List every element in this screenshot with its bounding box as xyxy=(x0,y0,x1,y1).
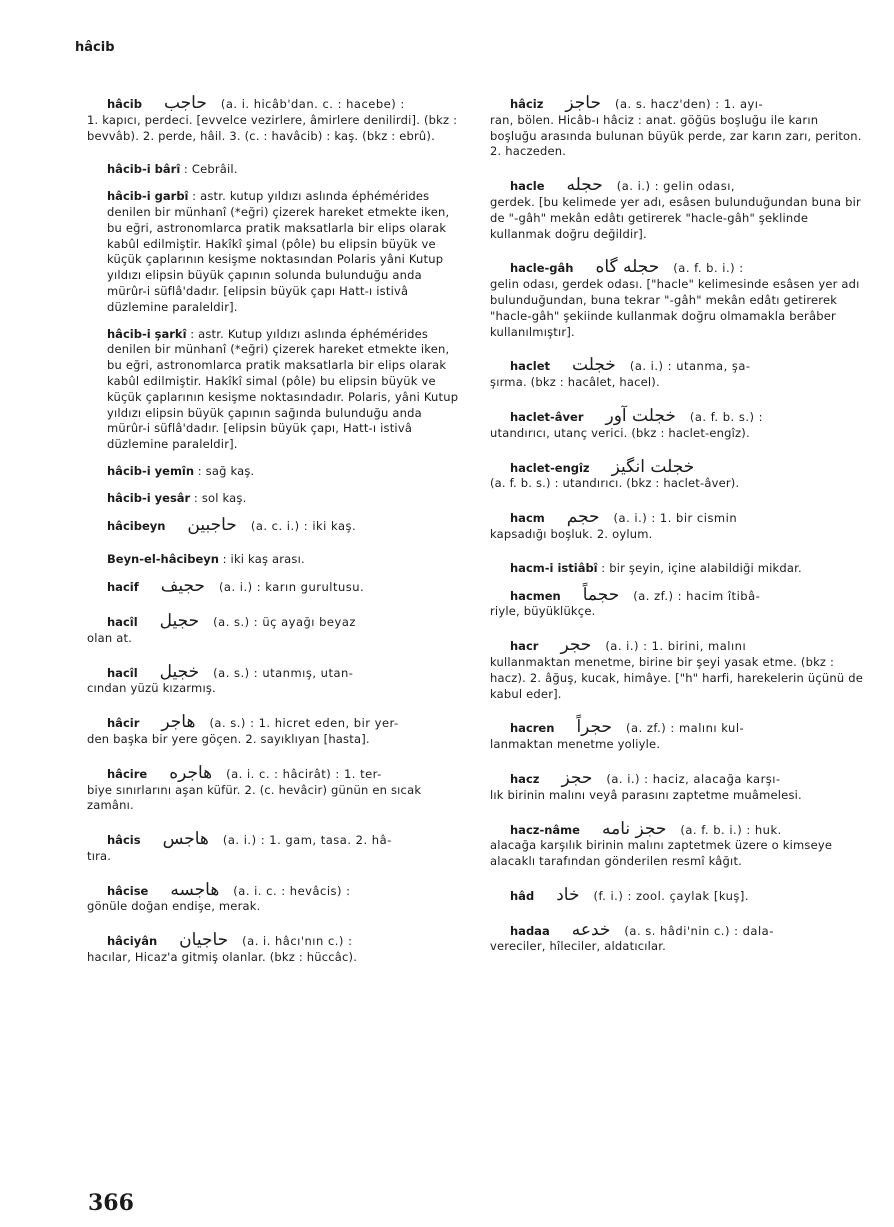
dictionary-entry xyxy=(490,818,866,870)
arabic-script: خجلت انگيز xyxy=(611,456,695,477)
arabic-script: حجراً xyxy=(576,717,613,738)
headword: hacmen xyxy=(510,588,561,603)
dictionary-entry xyxy=(87,491,462,507)
arabic-script: حجيل xyxy=(159,610,200,631)
dictionary-entry xyxy=(87,93,462,144)
definition-text: (a. f. b. s.) : utandırıcı. (bkz : haclet-âver). xyxy=(490,476,740,491)
headword: hacîl xyxy=(107,614,138,629)
grammar-note: (f. i.) : zool. çaylak [kuş]. xyxy=(593,888,750,903)
headword: haclet-âver xyxy=(510,409,584,424)
entry-heading-line xyxy=(87,829,462,850)
definition-text: gelin odası, gerdek odası. ["hacle" kelimesinde esâsen yer adı bulunduğundan, buna tekrar "-gâh" mekân edâtı getirerek "hacle-gâh" şekiinde kullanmak doğru olmamakla berâber kullanılmıştır]. xyxy=(490,277,860,339)
grammar-note: (a. s.) : utanmış, utan- xyxy=(213,665,354,680)
definition-text: den başka bir yere göçen. 2. sayıklıyan [hasta]. xyxy=(87,731,370,746)
headword: hacîl xyxy=(107,665,138,680)
headword: hâcib-i şarkî xyxy=(107,326,187,341)
arabic-script: هاجر xyxy=(161,712,196,733)
arabic-script: حاجيان xyxy=(179,930,229,951)
headword: hacren xyxy=(510,721,555,736)
headword: hâcib-i bârî xyxy=(107,162,181,177)
headword: hacz-nâme xyxy=(510,822,580,837)
grammar-note: (a. i. hicâb'dan. c. : hacebe) : xyxy=(220,97,405,111)
entry-heading-line xyxy=(490,257,866,278)
entry-heading-line xyxy=(87,930,462,951)
definition-text: kapsadığı boşluk. 2. oylum. xyxy=(490,526,653,541)
entry-heading-line xyxy=(490,456,866,477)
entry-heading-line xyxy=(87,464,462,480)
running-head: hâcib xyxy=(75,40,115,55)
entry-heading-line xyxy=(490,717,866,738)
arabic-script: خجلت xyxy=(572,355,616,376)
dictionary-entry xyxy=(87,879,462,916)
dictionary-entry xyxy=(87,829,462,865)
entry-heading-line xyxy=(490,405,866,426)
grammar-note: (a. i. hâcı'nın c.) : xyxy=(242,934,353,949)
definition-text: vereciler, hîleciler, aldatıcılar. xyxy=(490,939,667,954)
grammar-note: (a. s.) : 1. hicret eden, bir yer- xyxy=(209,716,399,731)
dictionary-entry xyxy=(490,93,866,160)
grammar-note: (a. f. b. i.) : huk. xyxy=(680,822,782,837)
headword: haclet-engîz xyxy=(510,460,590,475)
entry-heading-line xyxy=(87,879,462,900)
entry-heading-line xyxy=(87,491,462,507)
grammar-note: (a. zf.) : hacim îtibâ- xyxy=(633,588,761,603)
arabic-script: هاجره xyxy=(169,762,213,783)
entry-heading-line xyxy=(87,661,462,682)
headword: hacle xyxy=(510,179,545,194)
definition-text: ran, bölen. Hicâb-ı hâciz : anat. göğüs boşluğu ile karın boşluğu arasında bulunan büyük perde, zar karın zarı, periton. 2. haczeden. xyxy=(490,112,862,159)
entry-heading-line xyxy=(87,552,462,568)
dictionary-entry xyxy=(87,552,462,568)
headword: hâciz xyxy=(510,97,544,111)
dictionary-entry xyxy=(87,162,462,178)
entry-heading-line xyxy=(87,93,462,113)
definition-text: lık birinin malını veyâ parasını zaptetme muâmelesi. xyxy=(490,787,802,802)
dictionary-entry xyxy=(87,576,462,597)
definition-text: cından yüzü kızarmış. xyxy=(87,681,216,696)
definition-text: gönüle doğan endişe, merak. xyxy=(87,899,261,914)
entry-heading-line xyxy=(490,884,866,905)
dictionary-entry xyxy=(490,355,866,391)
grammar-note: (a. i.) : 1. birini, malını xyxy=(605,639,747,654)
definition-text: tıra. xyxy=(87,848,112,863)
dictionary-entry xyxy=(490,884,866,905)
arabic-script: حجم xyxy=(566,507,600,528)
headword: hâcib-i yemîn xyxy=(107,463,195,478)
arabic-script: خدعه xyxy=(571,919,611,940)
entry-heading-line xyxy=(87,189,462,315)
dictionary-entry xyxy=(490,635,866,702)
arabic-script: حاجبين xyxy=(187,514,237,535)
entry-heading-line xyxy=(490,355,866,376)
dictionary-entry xyxy=(490,257,866,340)
dictionary-entry xyxy=(490,584,866,621)
definition-text: 1. kapıcı, perdeci. [evvelce vezirlere, âmirlere denilirdi]. (bkz : bevvâb). 2. perde, hâil. 3. (c. : havâcib) : kaş. (bkz : ebrû). xyxy=(87,112,458,143)
definition-text: utandırıcı, utanç verici. (bkz : haclet-engîz). xyxy=(490,425,750,440)
headword: hacr xyxy=(510,639,539,654)
dictionary-entry xyxy=(490,456,866,493)
definition-text: : sol kaş. xyxy=(193,490,247,505)
headword: Beyn-el-hâcibeyn xyxy=(107,552,219,567)
dictionary-entry xyxy=(87,762,462,814)
entry-heading-line xyxy=(490,584,866,605)
grammar-note: (a. i.) : gelin odası, xyxy=(616,179,736,194)
grammar-note: (a. s.) : üç ayağı beyaz xyxy=(213,614,356,629)
arabic-script: حجماً xyxy=(582,584,620,605)
headword: hâcib xyxy=(107,97,142,111)
arabic-script: حاجز xyxy=(565,93,601,113)
definition-text: kullanmaktan menetme, birine bir şeyi yasak etme. (bkz : hacz). 2. âğuş, kucak, himâye. ["h" harfi, harekelerin üçünü de kabul eder]. xyxy=(490,654,864,701)
entry-heading-line xyxy=(490,767,866,788)
grammar-note: (a. s. hacz'den) : 1. ayı- xyxy=(614,97,764,111)
grammar-note: (a. i.) : karın gurultusu. xyxy=(218,580,365,595)
grammar-note: (a. i. c. : hâcirât) : 1. ter- xyxy=(226,766,382,781)
headword: hâd xyxy=(510,888,535,903)
definition-text: : Cebrâil. xyxy=(183,162,238,177)
right-column xyxy=(490,93,866,973)
entry-heading-line xyxy=(87,514,462,535)
dictionary-entry xyxy=(490,767,866,804)
grammar-note: (a. zf.) : malını kul- xyxy=(626,721,745,736)
headword: hâciyân xyxy=(107,934,158,949)
dictionary-entry xyxy=(490,507,866,543)
grammar-note: (a. c. i.) : iki kaş. xyxy=(250,518,357,533)
grammar-note: (a. f. b. i.) : xyxy=(673,261,744,276)
arabic-script: حاجب xyxy=(163,93,207,113)
entry-heading-line xyxy=(490,175,866,196)
entry-heading-line xyxy=(87,327,462,453)
arabic-script: هاجس xyxy=(162,829,209,850)
dictionary-entry xyxy=(87,327,462,453)
headword: haclet xyxy=(510,359,551,374)
dictionary-entry xyxy=(490,175,866,242)
definition-text: şırma. (bkz : hacâlet, hacel). xyxy=(490,375,660,390)
arabic-script: حجز xyxy=(561,767,593,788)
left-column xyxy=(87,93,462,984)
entry-heading-line xyxy=(490,93,866,113)
entry-heading-line xyxy=(490,818,866,839)
headword: hâcise xyxy=(107,883,149,898)
headword: hacle-gâh xyxy=(510,261,574,276)
dictionary-entry xyxy=(87,464,462,480)
definition-text: hacılar, Hicaz'a gitmiş olanlar. (bkz : hüccâc). xyxy=(87,950,358,965)
arabic-script: هاجسه xyxy=(170,879,220,900)
headword: hâcir xyxy=(107,716,140,731)
headword: hâcib-i yesâr xyxy=(107,490,191,505)
headword: hacm xyxy=(510,511,545,526)
dictionary-entry xyxy=(87,514,462,535)
definition-text: : astr. kutup yıldızı aslında éphémérides denilen bir münhanî (*eğri) çizerek hareket etmekte iken, bu eğri, astronomlarca pratik maksatlarla bir elips olarak kabûl edilmiştir. Hakîkî şimal (pôle) bu elipsin büyük ve küçük çaplarının kesişme noktasından Polaris yâni Kutup yıldızı elipsin büyük çapının solunda bulunduğu anda mürûr-i süflâ'dadır. [elipsin büyük çapı Hatt-ı istivâ düzlemine paraleldir]. xyxy=(107,189,450,314)
dictionary-entry xyxy=(87,189,462,315)
entry-heading-line xyxy=(87,162,462,178)
grammar-note: (a. i.) : utanma, şa- xyxy=(629,359,751,374)
definition-text: : bir şeyin, içine alabildiği mikdar. xyxy=(601,560,802,575)
definition-text: alacağa karşılık birinin malını zaptetmek üzere o kimseye alacaklı tarafından gönderilen resmî kâğıt. xyxy=(490,838,833,869)
entry-heading-line xyxy=(490,507,866,528)
dictionary-entry xyxy=(87,610,462,647)
arabic-script: حجله گاه xyxy=(595,257,660,278)
grammar-note: (a. i.) : 1. bir cismin xyxy=(613,511,738,526)
definition-text: lanmaktan menetme yoliyle. xyxy=(490,737,661,752)
dictionary-entry xyxy=(490,919,866,956)
arabic-script: خجيل xyxy=(159,661,200,682)
entry-heading-line xyxy=(87,610,462,631)
arabic-script: حجر xyxy=(560,635,592,656)
arabic-script: حجيف xyxy=(160,576,205,597)
arabic-script: حجز نامه xyxy=(601,818,667,839)
definition-text: gerdek. [bu kelimede yer adı, esâsen bulunduğundan buna bir de "-gâh" mekân edâtı getirerek "hacle-gâh" şeklinde kullanmak doğru değildir]. xyxy=(490,194,861,241)
arabic-script: حجله xyxy=(566,175,603,196)
arabic-script: خاد xyxy=(556,884,580,905)
entry-heading-line xyxy=(490,635,866,656)
headword: hâcib-i garbî xyxy=(107,189,189,204)
dictionary-entry xyxy=(87,712,462,748)
grammar-note: (a. i.) : 1. gam, tasa. 2. hâ- xyxy=(222,833,392,848)
headword: hâcire xyxy=(107,766,148,781)
page-number: 366 xyxy=(88,1190,134,1216)
entry-heading-line xyxy=(87,712,462,733)
entry-heading-line xyxy=(490,919,866,940)
headword: hâcis xyxy=(107,833,141,848)
grammar-note: (a. f. b. s.) : xyxy=(689,409,764,424)
grammar-note: (a. s. hâdi'nin c.) : dala- xyxy=(624,923,774,938)
entry-heading-line xyxy=(87,762,462,783)
definition-text: : sağ kaş. xyxy=(197,463,255,478)
dictionary-entry xyxy=(490,717,866,753)
definition-text: biye sınırlarını aşan küfür. 2. (c. hevâcir) günün en sıcak zamânı. xyxy=(87,782,422,813)
dictionary-entry xyxy=(490,405,866,442)
definition-text: riyle, büyüklükçe. xyxy=(490,604,596,619)
arabic-script: خجلت آور xyxy=(605,405,676,426)
definition-text: olan at. xyxy=(87,630,133,645)
grammar-note: (a. i. c. : hevâcis) : xyxy=(233,883,351,898)
headword: hacif xyxy=(107,580,139,595)
dictionary-entry xyxy=(490,561,866,577)
definition-text: : astr. Kutup yıldızı aslında éphémérides denilen bir münhanî (*eğri) çizerek hareket etmekte iken, bu eğri, astronomlarca pratik maksatlarla bir elips olarak kabûl edilmiştir. Hakîkî simal (pôle) bu elipsin büyük ve küçük çaplarının kesişme noktasındadır. Polaris, yâni Kutup yıldızı elipsin büyük çapının sağında bulunduğu anda mürûr-i süflâ'dadır. [elipsin büyük çapı, Hatt-ı istivâ düzlemine paraleldir]. xyxy=(107,326,459,452)
headword: hacm-i istiâbî xyxy=(510,560,598,575)
entry-heading-line xyxy=(87,576,462,597)
grammar-note: (a. i.) : haciz, alacağa karşı- xyxy=(606,771,781,786)
headword: hâcibeyn xyxy=(107,518,166,533)
headword: hacz xyxy=(510,771,540,786)
definition-text: : iki kaş arası. xyxy=(222,552,305,567)
dictionary-entry xyxy=(87,661,462,698)
dictionary-entry xyxy=(87,930,462,966)
headword: hadaa xyxy=(510,923,550,938)
entry-heading-line xyxy=(490,561,866,577)
